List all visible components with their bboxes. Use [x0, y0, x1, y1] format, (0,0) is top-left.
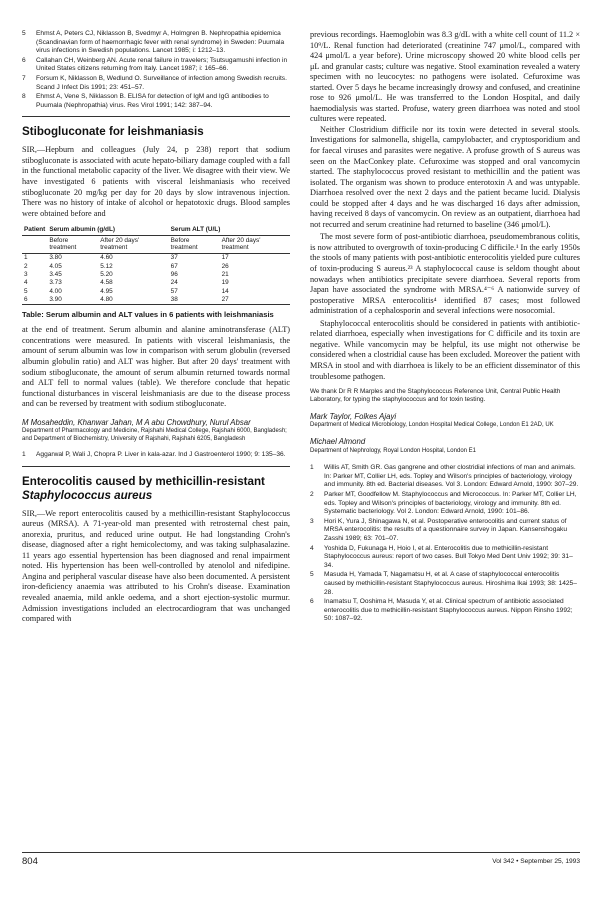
page-number: 804 — [22, 856, 38, 867]
article-title-stibogluconate: Stibogluconate for leishmaniasis — [22, 125, 204, 139]
table-cell: 57 — [170, 287, 178, 295]
table-cell: 24 — [170, 279, 178, 287]
section-divider — [22, 466, 290, 467]
table-cell: 4.80 — [100, 296, 113, 304]
table-row — [22, 271, 290, 279]
issue-info: Vol 342 • September 25, 1993 — [492, 858, 580, 865]
table-row — [22, 279, 290, 287]
table-header-albumin: Serum albumin (g/dL) — [47, 225, 168, 235]
article-body-paragraph: SIR,—Hepburn and colleagues (July 24, p 238) report that sodium stibogluconate is associated with acute hepato-biliary damage coupled with a fall in the functional metabolic capacity of the liver. We disagree with their view. We have investigated 6 patients with visceral leishmaniasis who received stibogluconate 20 mg/kg per day for 20 days by slow intravenous injection. There was no history of intake of alcohol or hepatotoxic drugs. Blood samples were obtained before and — [22, 145, 290, 218]
table-cell: 14 — [221, 287, 229, 295]
reference-item: 6 Inamatsu T, Ooshima H, Masuda Y, et al. Clinical spectrum of antibiotic associated enterocolitis due to methicillin-resistant Staphylococcus aureus. Nippon Rinsho 1992; 50: 1087–92. — [310, 598, 573, 623]
table-cell: 27 — [221, 296, 229, 304]
article-body-paragraph: The most severe form of post-antibiotic diarrhoea, pseudomembranous colitis, is now attributed to overgrowth of toxin-producing C difficile.¹ In the early 1950s the stools of many patients with post-antibiotic enterocolitis yielded pure cultures of toxin-producing S aureus.²³ A staphylococcal cause is seldom thought about nowadays when antibiotics precipitate severe diarrhoea. Several reports from Japan have associated the syndrome with MRSA.⁴⁻⁶ A nationwide survey of postoperative MRSA enterocolitis⁴ identified 87 cases; most followed administration of a cephalosporin and several infections were nosocomial. — [310, 232, 580, 316]
reference-item: 4 Yoshida D, Fukunaga H, Hoio I, et al. Enterocolitis due to methicillin-resistant Staphylococcus aureus: report of two cases. Bull Tokyo Med Dent Univ 1992; 39: 31–34. — [310, 544, 573, 569]
table-cell: 1 — [24, 254, 28, 262]
table-cell: 6 — [24, 296, 28, 304]
table-cell: 4.00 — [49, 287, 62, 295]
reference-item: 5 Masuda H, Yamada T, Nagamatsu H, et al. A case of staphylococcal enterocolitis caused by methicillin-resistant Staphylococcus aureus. Hiroshima Ikai 1993; 38: 1425–28. — [310, 571, 577, 596]
previous-article-references — [22, 30, 290, 110]
article-body-paragraph: SIR,—We report enterocolitis caused by a methicillin-resistant Staphylococcus aureus (MRSA). A 71-year-old man presented with retrosternal chest pain, anorexia, pruritus, and reduced urine output. He had longstanding Crohn's disease, diagnosed after a right hemicolectomy, and was taking sulphasalazine. 11 years ago essential hypertension has been diagnosed and renal impairment noted. His hypertension has been well-controlled by atenolol and nifedipine. Angina and peripheral vascular disease have also been documented. A persistent iron-deficiency anaemia was attributed to his Crohn's disease. Examination revealed anaemia, mild ankle oedema, and a short ejection-systolic murmur. Admission investigations included an electrocardiogram that was unchanged compared with — [22, 508, 290, 624]
table-cell: 3.73 — [49, 279, 62, 287]
table-cell: 3.80 — [49, 254, 62, 262]
table-cell: 4 — [24, 279, 28, 287]
table-caption: Table: Serum albumin and ALT values in 6 patients with leishmaniasis — [22, 309, 274, 319]
footer-rule — [22, 852, 580, 853]
albumin-alt-table — [22, 225, 290, 306]
author-affiliation: Department of Nephrology, Royal London Hospital, London E1 — [310, 447, 476, 454]
table-row — [22, 296, 290, 305]
article-references — [310, 464, 580, 624]
table-cell: 5 — [24, 287, 28, 295]
table-cell: 19 — [221, 279, 229, 287]
article-body-paragraph: Staphylococcal enterocolitis should be considered in patients with antibiotic-related diarrhoea, especially when investigations for C difficile and its toxin are negative. While vancomycin may be helpful, its use might not otherwise be considered when a clostridial cause has been excluded. Moreover the patient with MRSA in stool and with diarrhoea is likely to be an efficient disseminator of this troublesome pathogen. — [310, 318, 580, 381]
table-row — [22, 253, 290, 262]
table-cell: 4.95 — [100, 287, 113, 295]
reference-item: 3 Hori K, Yura J, Shinagawa N, et al. Postoperative enterocolitis and current status of MRSA enterocolitis: the results of a questionnaire survey in Japan. Kansenshogaku Zasshi 1989; 63: 701–07. — [310, 517, 568, 543]
author-names: Michael Almond — [310, 437, 366, 447]
table-cell: 38 — [170, 296, 178, 304]
author-names: M Mosaheddin, Khanwar Jahan, M A abu Chowdhury, Nurul Absar — [22, 417, 251, 427]
table-cell: 96 — [170, 271, 178, 279]
article-body-paragraph: previous recordings. Haemoglobin was 8.3 g/dL with a white cell count of 11.2 × 10⁹/L. Renal function had deteriorated (creatinine 747 μmol/L, compared with 424 μmol/L a year before). Urine microscopy showed 20 white blood cells per μL and granular casts; culture was negative. Stool examination revealed a watery specimen with no leucocytes: no pathogens were isolated. Cefuroxime was started. Over 5 days he became increasingly drowsy and confused, and creatinine rose to 926 μmol/L. He was transferred to the London Hospital, and daily haemodialysis was started. Profuse, watery green diarrhoea was noted and stool cultures were repeated. — [310, 30, 580, 124]
reference-item: 5 Ehmst A, Peters CJ, Niklasson B, Svedmyr A, Holmgren B. Nephropathia epidemica (Scandinavian form of haemorrhagic fever with renal syndrome) in Sweden: Puumala virus infections in Swedish populations. Lancet 1985; i: 1212–13. — [22, 30, 285, 55]
author-affiliation: Department of Pharmacology and Medicine, Rajshahi Medical College, Rajshahi 6000, Bangladesh; and Department of Biochemistry, University of Rajshahi, Rajshahi 6205, Bangladesh — [22, 428, 287, 442]
table-cell: 3 — [24, 271, 28, 279]
article-references — [22, 451, 290, 460]
table-row — [22, 287, 290, 295]
reference-item: 1 Aggarwal P, Wali J, Chopra P. Liver in kala-azar. Ind J Gastroenterol 1990; 9: 135–36. — [22, 450, 286, 458]
table-cell: 21 — [221, 271, 229, 279]
table-cell: 37 — [170, 254, 178, 262]
table-cell: 5.20 — [100, 271, 113, 279]
table-cell: 4.58 — [100, 279, 113, 287]
table-cell: 4.05 — [49, 262, 62, 270]
table-subheader-before: Before treatment — [169, 235, 220, 253]
right-column — [310, 30, 580, 625]
table-cell: 2 — [24, 262, 28, 270]
reference-item: 6 Callahan CH, Weinberg AN. Acute renal failure in travelers; Tsutsugamushi infection in United States citizens returning from Italy. Lancet 1987; i: 165–66. — [22, 56, 288, 73]
article-title-enterocolitis: Enterocolitis caused by methicillin-resistant Staphylococcus aureus — [22, 474, 265, 502]
table-row — [22, 262, 290, 270]
reference-item: 1 Willis AT, Smith GR. Gas gangrene and other clostridial infections of man and animals. In: Parker MT, Collier LH, eds. Topley and Wilson's principles of bacteriology, virology and immunity. 8th ed. Bacterial diseases. Vol 3. London: Edward Arnold, 1990: 307–29. — [310, 464, 579, 489]
left-column — [22, 30, 290, 625]
table-cell: 26 — [221, 262, 229, 270]
table-cell: 67 — [170, 262, 178, 270]
section-divider — [22, 116, 290, 117]
article-body-paragraph: Neither Clostridium difficile nor its toxin were detected in several stools. Investigations for salmonella, shigella, campylobacter, and cryptosporidium and for faecal viruses and parasites were negative. A profuse growth of S aureus was seen on the MacConkey plate. Cefuroxime was stopped and oral vancomycin started. The staphylococcus proved resistant to methicillin and the patient was isolated. The organism was shown to produce enterotoxin A and was untypable. Diarrhoea resolved over the next 2 days and the patient became lucid. Dialysis could be stopped after 4 days and he was discharged 16 days after admission, having received 8 days of vancomycin. On review as an outpatient, diarrhoea had not recurred and serum creatinine had returned to baseline (346 μmol/L). — [310, 124, 580, 229]
table-cell: 3.90 — [49, 296, 62, 304]
author-names: Mark Taylor, Folkes Ajayi — [310, 411, 397, 421]
table-cell: 5.12 — [100, 262, 113, 270]
table-subheader-before: Before treatment — [47, 235, 98, 253]
table-subheader-after: After 20 days' treatment — [98, 235, 168, 253]
acknowledgment: We thank Dr R R Marples and the Staphylococcus Reference Unit, Central Public Health Laboratory, for typing the staphylococcus and for toxin testing. — [310, 388, 561, 403]
table-cell: 4.60 — [100, 254, 113, 262]
table-header-alt: Serum ALT (U/L) — [169, 225, 290, 235]
author-affiliation: Department of Medical Microbiology, London Hospital Medical College, London E1 2AD, UK — [310, 422, 554, 429]
table-subheader-after: After 20 days' treatment — [220, 235, 290, 253]
table-cell: 3.45 — [49, 271, 62, 279]
article-body-paragraph: at the end of treatment. Serum albumin and alanine aminotransferase (ALT) concentrations were measured. In patients with visceral leishmaniasis, the amount of serum albumin was low in comparison with serum globulin (reversed albumin globulin ratio) and ALT was higher. But after 20 days' treatment with sodium stibogluconate, the amount of serum albumin returned towards normal and ALT fell to normal values (table). We therefore conclude that hepatic functional disturbances in visceral leishmaniasis are due to the disease process and can be reversed by treatment with sodium stibogluconate. — [22, 325, 290, 409]
table-header-patient: Patient — [22, 225, 47, 235]
table-cell: 17 — [221, 254, 229, 262]
reference-item: 2 Parker MT, Goodfellow M. Staphylococcus and Micrococcus. In: Parker MT, Collier LH, eds. Topley and Wilson's principles of bacteriology, virology and immunity. 8th ed. Systematic bacteriology. Vol 2. London: Edward Arnold, 1990: 101–86. — [310, 491, 577, 516]
reference-item: 8 Ehmst A, Vene S, Niklasson B. ELISA for detection of IgM and IgG antibodies to Puumala (Nephropathia) virus. Res Virol 1991; 142: 387–94. — [22, 93, 269, 109]
reference-item: 7 Forsum K, Niklasson B, Wedlund O. Surveillance of infection among Swedish recruits. Scand J Infect Dis 1991; 23: 451–57. — [22, 74, 287, 91]
